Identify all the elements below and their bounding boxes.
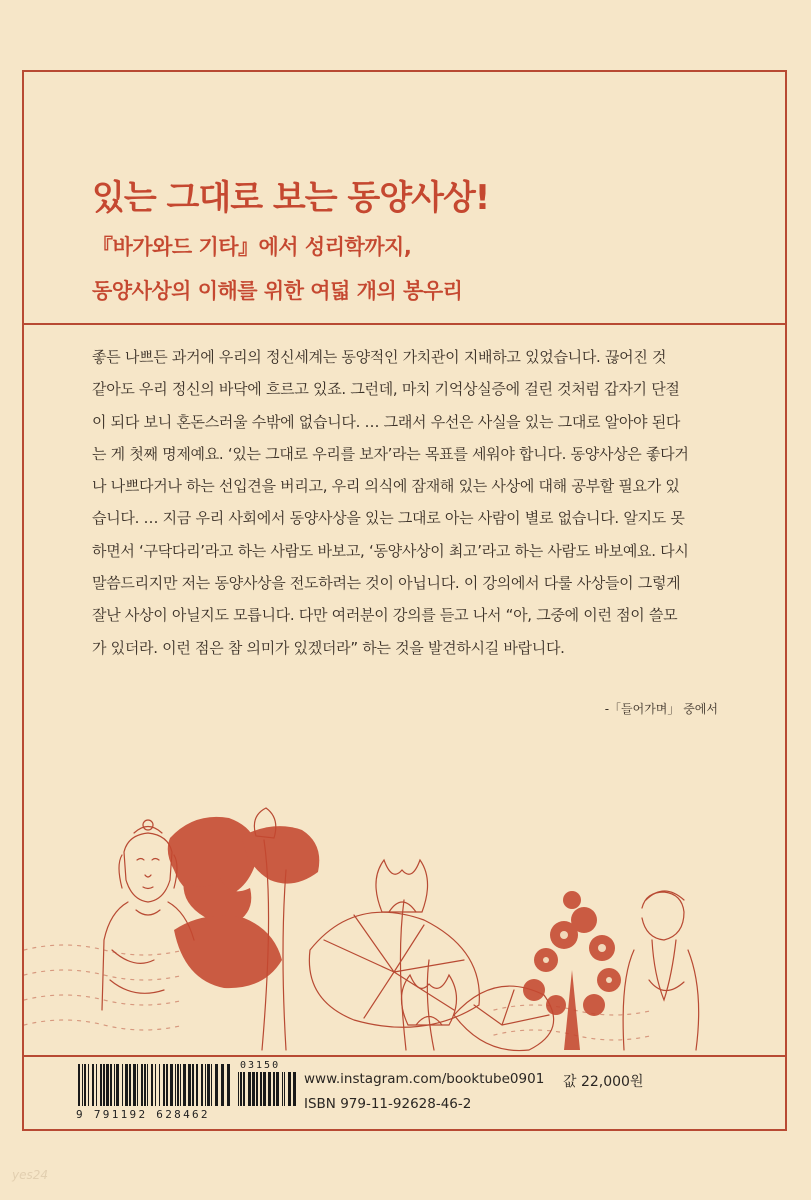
blurb-line: 습니다. … 지금 우리 사회에서 동양사상을 있는 그대로 아는 사람이 별로 없습니다. 알지도 못 [92, 509, 685, 528]
barcode-bar [92, 1064, 94, 1106]
barcode-bar [284, 1072, 285, 1106]
barcode-bar [248, 1072, 251, 1106]
barcode-number: 9 791192 628462 [76, 1108, 210, 1121]
barcode-bar [282, 1072, 283, 1106]
barcode-bar [243, 1072, 245, 1106]
barcode-bar [205, 1064, 206, 1106]
barcode-bar [211, 1064, 212, 1106]
cover-title: 있는 그대로 보는 동양사상! [92, 178, 490, 218]
barcode-bar [151, 1064, 153, 1106]
blurb-line: 가 있더라. 이런 점은 참 의미가 있겠더라” 하는 것을 발견하시길 바랍니다. [92, 638, 565, 657]
blurb-line: 하면서 ‘구닥다리’라고 하는 사람도 바보고, ‘동양사상이 최고’라고 하는 사람도 바보예요. 다시 [92, 541, 689, 560]
price-text: 값 22,000원 [563, 1074, 644, 1090]
barcode-bar [256, 1072, 258, 1106]
barcode-bar [293, 1072, 296, 1106]
barcode-bar [263, 1072, 266, 1106]
barcode-bar [114, 1064, 115, 1106]
barcode-bar [196, 1064, 198, 1106]
barcode-bar [129, 1064, 131, 1106]
barcode-bar [268, 1072, 271, 1106]
blurb-line: 같아도 우리 정신의 바닥에 흐르고 있죠. 그런데, 마치 기억상실증에 걸린 것처럼 갑자기 단절 [92, 380, 680, 399]
watermark: yes24 [12, 1168, 49, 1182]
barcode-bar [180, 1064, 181, 1106]
barcode-bar [137, 1064, 138, 1106]
barcode-bar [106, 1064, 109, 1106]
barcode-bar [175, 1064, 176, 1106]
blurb-text [92, 341, 718, 664]
barcode-bar [116, 1064, 119, 1106]
cover-subtitle-line2: 동양사상의 이해를 위한 여덟 개의 봉우리 [92, 279, 463, 303]
barcode-bar [96, 1064, 97, 1106]
blurb-source: -「들어가며」 중에서 [604, 702, 718, 716]
barcode-bar [276, 1072, 279, 1106]
barcode-bar [273, 1072, 275, 1106]
cover-subtitle-line1: 『바가와드 기타』에서 성리학까지, [92, 235, 412, 259]
barcode-bar [82, 1064, 83, 1106]
barcode-bar [133, 1064, 136, 1106]
blurb-line: 는 게 첫째 명제예요. ‘있는 그대로 우리를 보자’라는 목표를 세워야 합니다. 동양사상은 좋다거 [92, 444, 689, 463]
blurb-line: 잘난 사상이 아닐지도 모릅니다. 다만 여러분이 강의를 듣고 나서 “아, 그중에 이런 점이 쓸모 [92, 606, 678, 625]
isbn-text: ISBN 979-11-92628-46-2 [304, 1096, 472, 1112]
barcode-bar [155, 1064, 156, 1106]
barcode-bar [288, 1072, 291, 1106]
blurb-line: 이 되다 보니 혼돈스러울 수밖에 없습니다. … 그래서 우선은 사실을 있는 그대로 알아야 된다 [92, 412, 681, 431]
barcode-bar [144, 1064, 146, 1106]
barcode-bar [252, 1072, 255, 1106]
barcode-bar [192, 1064, 194, 1106]
barcode-bar [110, 1064, 112, 1106]
barcode-bar [166, 1064, 168, 1106]
barcode-bar [238, 1072, 239, 1106]
footer-divider [22, 1055, 787, 1057]
barcode-bar [125, 1064, 128, 1106]
blurb-line: 좋든 나쁘든 과거에 우리의 정신세계는 동양적인 가치관이 지배하고 있었습니다. 끊어진 것 [92, 348, 667, 366]
barcode-bar [207, 1064, 210, 1106]
barcode-bar [177, 1064, 179, 1106]
barcode-bar [159, 1064, 160, 1106]
isbn-barcode [76, 1060, 298, 1122]
barcode-bar [227, 1064, 230, 1106]
barcode-bar [84, 1064, 86, 1106]
barcode-bar [215, 1064, 218, 1106]
instagram-link[interactable]: www.instagram.com/booktube0901 [304, 1071, 545, 1087]
barcode-addon-code: 03150 [240, 1060, 281, 1071]
barcode-bar [188, 1064, 191, 1106]
barcode-bar [170, 1064, 173, 1106]
barcode-bar [88, 1064, 89, 1106]
barcode-bar [78, 1064, 80, 1106]
barcode-bar [240, 1072, 242, 1106]
barcode-bar [183, 1064, 186, 1106]
barcode-bar [103, 1064, 105, 1106]
barcode-bar [100, 1064, 102, 1106]
barcode-bar [221, 1064, 224, 1106]
header-divider [22, 323, 787, 325]
barcode-bar [147, 1064, 148, 1106]
barcode-bar [163, 1064, 165, 1106]
blurb-line: 말씀드리지만 저는 동양사상을 전도하려는 것이 아닙니다. 이 강의에서 다룰 사상들이 그렇게 [92, 574, 681, 593]
barcode-bar [201, 1064, 203, 1106]
lotus-illustration [24, 800, 785, 1055]
barcode-bar [141, 1064, 143, 1106]
barcode-bar [260, 1072, 262, 1106]
barcode-bar [122, 1064, 123, 1106]
blurb-line: 나 나쁘다거나 하는 선입견을 버리고, 우리 의식에 잠재해 있는 사상에 대해 공부할 필요가 있 [92, 477, 680, 496]
